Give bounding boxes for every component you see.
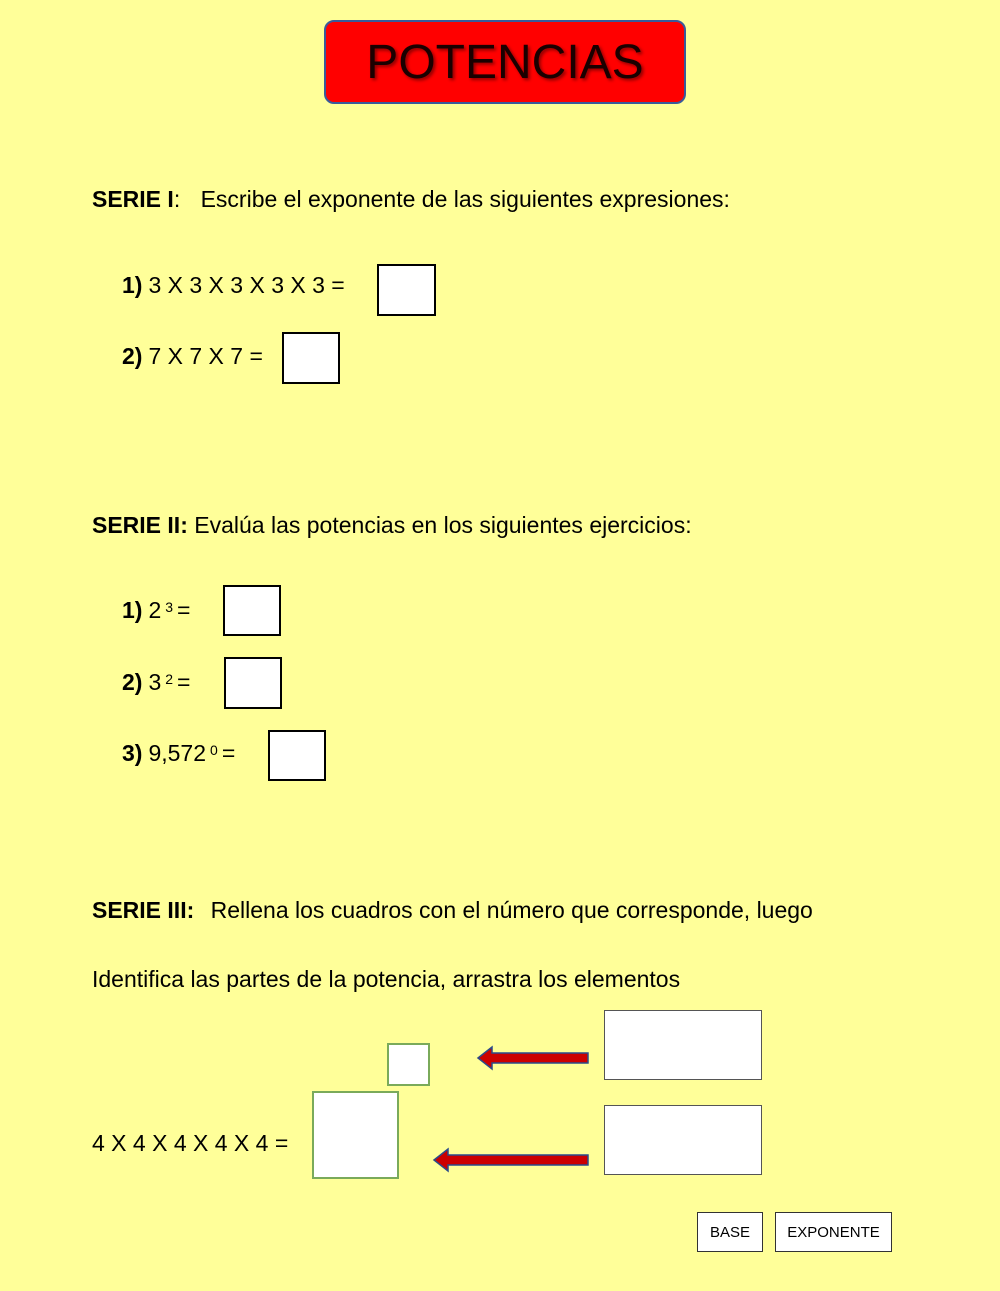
serie3-instruction-2: Identifica las partes de la potencia, arrastra los elementos: [92, 966, 681, 992]
serie3-label: SERIE III:: [92, 897, 195, 923]
serie1-item-2: [122, 343, 263, 370]
base-input-box[interactable]: [312, 1091, 399, 1179]
answer-box-s1-1[interactable]: [377, 264, 436, 316]
answer-box-s2-3[interactable]: [268, 730, 326, 781]
serie2-instruction: Evalúa las potencias en los siguientes ejercicios:: [194, 512, 692, 538]
serie2-heading: [92, 512, 692, 539]
arrow-left-icon: [432, 1146, 590, 1174]
exponent-input-box[interactable]: [387, 1043, 430, 1086]
serie1-label: SERIE I: [92, 186, 174, 212]
item-number: 1): [122, 597, 143, 623]
serie3-expression: 4 X 4 X 4 X 4 X 4 =: [92, 1130, 289, 1156]
serie1-item-1: [122, 272, 345, 299]
drop-target-exponent[interactable]: [604, 1010, 762, 1080]
answer-box-s2-1[interactable]: [223, 585, 281, 636]
item-number: 2): [122, 343, 143, 369]
item-base: 2: [148, 597, 162, 623]
page-title: POTENCIAS: [324, 20, 686, 104]
serie2-item-1: [122, 597, 190, 624]
serie1-instruction: Escribe el exponente de las siguientes expresiones:: [200, 186, 730, 212]
item-exponent: 0: [210, 741, 218, 758]
serie2-item-3: [122, 740, 235, 767]
item-equals: =: [177, 669, 191, 695]
serie1-colon: :: [173, 186, 181, 212]
item-expression: 7 X 7 X 7 =: [148, 343, 263, 369]
item-number: 1): [122, 272, 143, 298]
drop-target-base[interactable]: [604, 1105, 762, 1175]
serie2-label: SERIE II:: [92, 512, 188, 538]
arrow-left-icon: [476, 1044, 590, 1072]
item-equals: =: [177, 597, 191, 623]
answer-box-s1-2[interactable]: [282, 332, 340, 384]
item-exponent: 2: [165, 670, 174, 687]
item-base: 3: [148, 669, 162, 695]
item-expression: 3 X 3 X 3 X 3 X 3 =: [148, 272, 345, 298]
serie3-heading: [92, 897, 813, 924]
base-chip[interactable]: BASE: [697, 1212, 763, 1252]
item-number: 2): [122, 669, 143, 695]
item-number: 3): [122, 740, 143, 766]
item-equals: =: [221, 740, 236, 766]
item-base: 9,572: [148, 740, 207, 766]
exponent-chip[interactable]: EXPONENTE: [775, 1212, 892, 1252]
item-exponent: 3: [165, 598, 174, 615]
serie1-heading: [92, 186, 730, 213]
serie2-item-2: [122, 669, 190, 696]
answer-box-s2-2[interactable]: [224, 657, 282, 709]
serie3-instruction: Rellena los cuadros con el número que corresponde, luego: [210, 897, 813, 923]
